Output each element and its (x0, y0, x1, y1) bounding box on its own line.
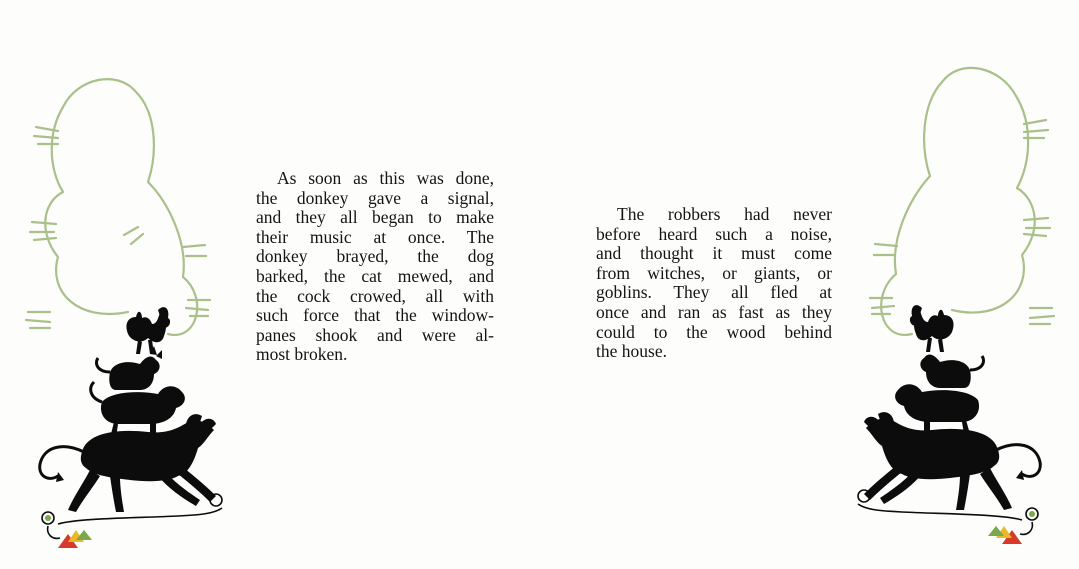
text-line: from witches, or giants, or (596, 262, 832, 283)
text-line: goblins. They all fled at (596, 282, 832, 303)
text-line: panes shook and were al- (256, 324, 494, 345)
text-line: and thought it must come (596, 243, 832, 264)
animal-stack-left-icon (18, 72, 228, 552)
text-line: such force that the window- (256, 305, 494, 326)
text-line: before heard such a noise, (596, 223, 832, 244)
text-line: once and ran as fast as they (596, 301, 832, 322)
text-line: the cock crowed, all with (256, 285, 494, 306)
smoke-cloud-icon (26, 79, 210, 335)
animal-stack-right-icon (852, 60, 1062, 550)
text-line: As soon as this was done, (277, 168, 494, 188)
text-line: and they all began to make (256, 207, 494, 228)
text-line: the donkey gave a signal, (256, 187, 494, 208)
text-line: donkey brayed, the dog (256, 246, 494, 267)
smoke-cloud-icon (870, 68, 1054, 335)
story-paragraph-left (256, 169, 494, 365)
left-illustration (18, 72, 228, 552)
text-line: The robbers had never (617, 204, 832, 224)
text-line: could to the wood behind (596, 321, 832, 342)
story-paragraph-right (596, 205, 832, 362)
text-line: their music at once. The (256, 226, 494, 247)
right-illustration (852, 60, 1062, 550)
text-line: most broken. (256, 344, 348, 365)
animal-silhouette-icon (40, 307, 216, 512)
text-line: barked, the cat mewed, and (256, 265, 494, 286)
text-line: the house. (596, 341, 667, 362)
animal-silhouette-icon (864, 305, 1040, 510)
